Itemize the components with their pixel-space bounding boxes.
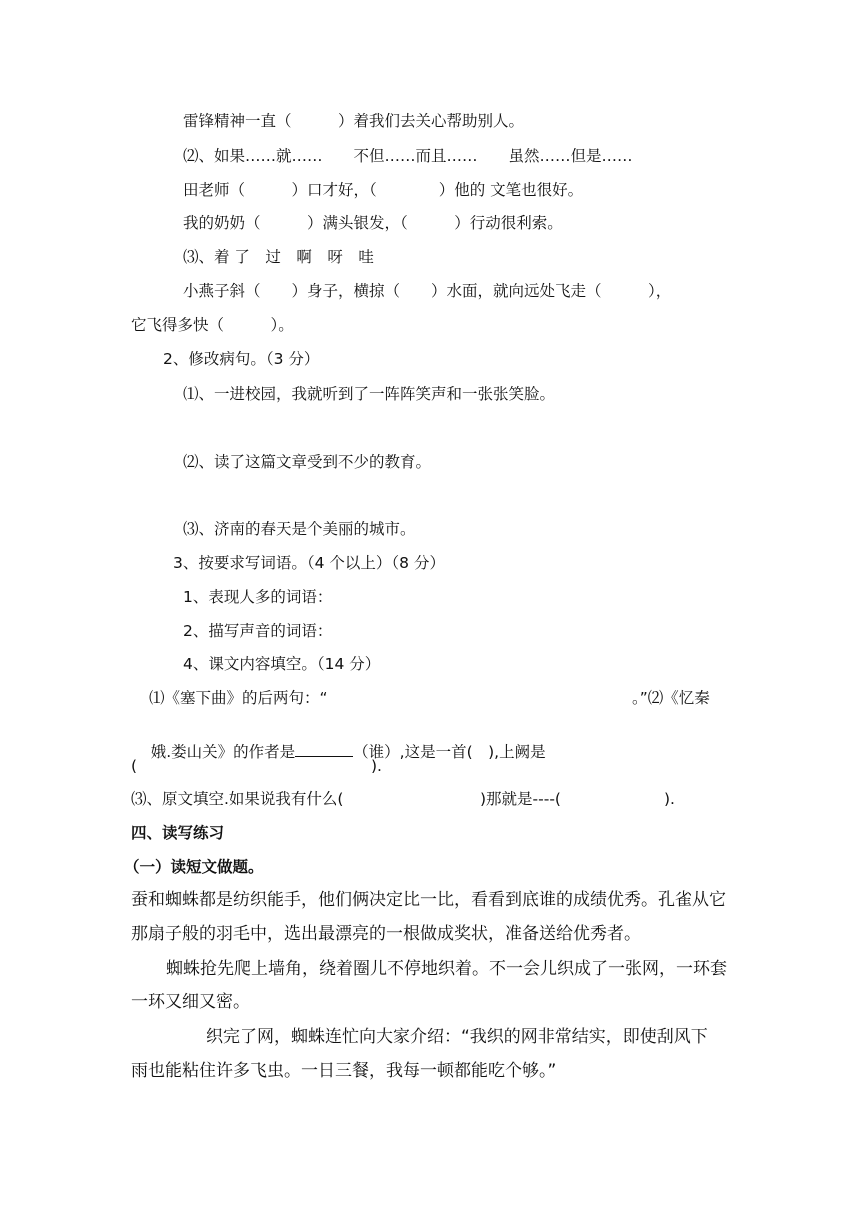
passage-line-6: 雨也能粘住许多飞虫。一日三餐，我每一顿都能吃个够。” <box>131 1061 557 1081</box>
fill-blank-sentence-3: 我的奶奶（ ）满头银发，（ ）行动很利索。 <box>183 214 563 232</box>
subsection-read-passage: （一）读短文做题。 <box>124 858 264 876</box>
poem-question-start: ⑴《塞下曲》的后两句：“ <box>149 689 328 707</box>
fill-blank-sentence-1: 雷锋精神一直（ ）着我们去关心帮助别人。 <box>183 112 525 130</box>
fill-blank-sentence-4: 小燕子斜（ ）身子，横掠（ ）水面，就向远处飞走（ ）， <box>183 282 672 300</box>
faulty-sentence-3: ⑶、济南的春天是个美丽的城市。 <box>183 520 416 538</box>
original-text-fill-end: ). <box>664 790 675 808</box>
author-question-rest: （谁）,这是一首( ),上阙是 <box>353 743 546 761</box>
faulty-sentence-2: ⑵、读了这篇文章受到不少的教育。 <box>183 453 432 471</box>
author-question-start <box>131 722 546 782</box>
fill-blank-sentence-2: 田老师（ ）口才好，（ ）他的 文笔也很好。 <box>183 181 584 199</box>
upper-stanza-open: ( <box>131 757 138 775</box>
passage-line-3: 蜘蛛抢先爬上墙角，绕着圈儿不停地织着。不一会儿织成了一张网，一环套 <box>166 959 727 979</box>
section-write-words: 3、按要求写词语。（4 个以上）（8 分） <box>173 554 445 572</box>
passage-line-4: 一环又细又密。 <box>131 992 250 1012</box>
faulty-sentence-1: ⑴、一进校园，我就听到了一阵阵笑声和一张张笑脸。 <box>183 385 556 403</box>
author-question-label: 娥.娄山关》的作者是 <box>150 743 296 761</box>
section-reading-writing: 四、读写练习 <box>131 824 225 842</box>
words-sound-prompt: 2、描写声音的词语： <box>183 622 333 640</box>
passage-line-1: 蚕和蜘蛛都是纺织能手，他们俩决定比一比，看看到底谁的成绩优秀。孔雀从它 <box>131 890 726 910</box>
conjunction-options: ⑵、如果……就…… 不但……而且…… 虽然……但是…… <box>183 147 633 165</box>
words-crowd-prompt: 1、表现人多的词语： <box>183 588 333 606</box>
original-text-fill: ⑶、原文填空.如果说我有什么( <box>131 790 344 808</box>
passage-line-5: 织完了网，蜘蛛连忙向大家介绍：“我织的网非常结实，即使刮风下 <box>206 1027 708 1047</box>
author-answer-blank <box>295 742 353 757</box>
section-correct-sentences: 2、修改病句。（3 分） <box>163 350 320 368</box>
poem-question-end: 。”⑵《忆秦 <box>632 689 710 707</box>
original-text-fill-mid: )那就是----( <box>480 790 561 808</box>
section-text-fill: 4、课文内容填空。（14 分） <box>183 655 381 673</box>
fill-blank-sentence-4-cont: 它飞得多快（ ）。 <box>131 316 294 334</box>
particle-options: ⑶、着 了 过 啊 呀 哇 <box>183 248 374 266</box>
upper-stanza-close: ). <box>371 757 382 775</box>
passage-line-2: 那扇子般的羽毛中，选出最漂亮的一根做成奖状，准备送给优秀者。 <box>131 924 641 944</box>
